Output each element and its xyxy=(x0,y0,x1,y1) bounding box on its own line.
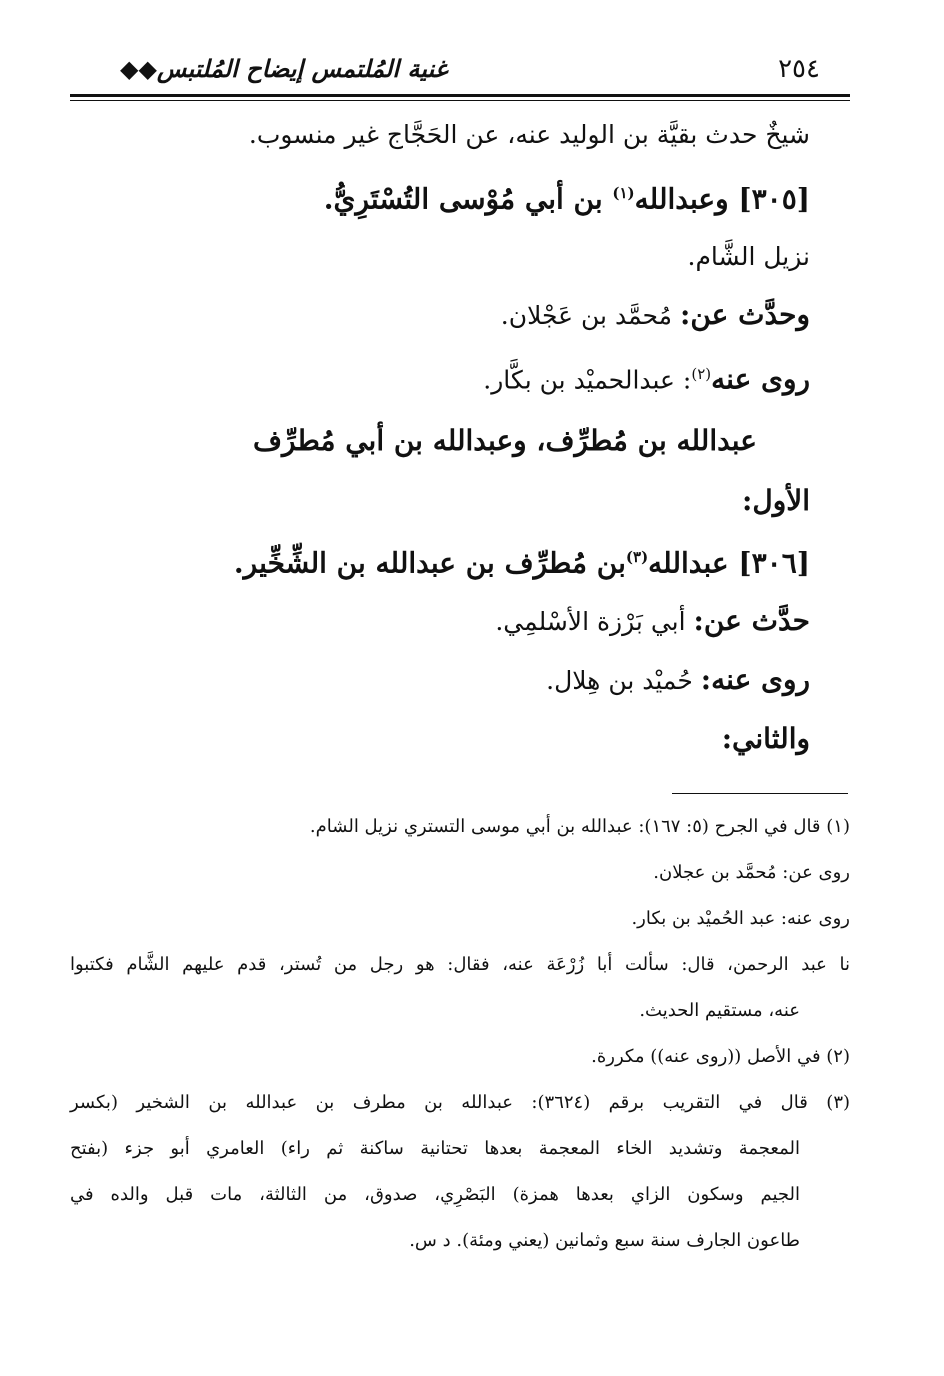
narrated-by-label: روى عنه xyxy=(711,362,810,396)
header-rule xyxy=(70,94,850,97)
page-number: ٢٥٤ xyxy=(778,54,820,84)
text-line: نزيل الشَّام. xyxy=(687,242,810,272)
main-text xyxy=(90,120,810,754)
footnote-ref-3: (٣) xyxy=(625,547,649,566)
narrated-from-text: أبي بَرْزة الأسْلمِي. xyxy=(495,606,694,636)
page-header xyxy=(70,48,850,88)
entry-heading-suffix: بن مُطرِّف بن عبدالله بن الشِّخِّير. xyxy=(233,545,626,579)
narrated-by-label: روى عنه: xyxy=(700,662,810,696)
footnotes xyxy=(70,812,850,1256)
footnote-1-line: عنه، مستقيم الحديث. xyxy=(639,1000,800,1021)
running-title: غنية المُلتمس إيضاح المُلتبس◆◆ xyxy=(120,54,448,83)
text-line: شيخٌ حدث بقيَّة بن الوليد عنه، عن الحَجَّاج غير منسوب. xyxy=(248,120,810,149)
header-rule-thin xyxy=(70,100,850,101)
narrated-from-label: وحدَّث عن: xyxy=(680,298,810,332)
narrated-from-line xyxy=(90,300,810,331)
subsection-label: والثاني: xyxy=(721,721,810,755)
footnote-1: (١) قال في الجرح (٥: ١٦٧): عبدالله بن أبي موسى التستري نزيل الشام. xyxy=(309,816,850,837)
entry-heading-306 xyxy=(90,542,810,578)
narrated-by-line xyxy=(90,359,810,395)
entry-heading-prefix: [٣٠٥] وعبدالله xyxy=(634,182,810,216)
narrated-from-label: حدَّث عن: xyxy=(693,603,810,637)
footnote-3: (٣) قال في التقريب برقم (٣٦٢٤): عبدالله بن مطرف بن عبدالله بن الشخير (بكسر xyxy=(70,1092,851,1113)
subsection-label: الأول: xyxy=(742,483,810,517)
footnote-2: (٢) في الأصل ((روى عنه)) مكررة. xyxy=(591,1046,850,1067)
narrated-by-text: : عبدالحميْد بن بكَّار. xyxy=(483,365,692,395)
footnote-1-line: روى عن: مُحمَّد بن عجلان. xyxy=(653,862,850,883)
entry-heading-suffix: بن أبي مُوْسى التُسْتَرِيُّ. xyxy=(323,182,613,216)
footnote-3-line: الجيم وسكون الزاي بعدها همزة) البَصْرِي، صدوق، من الثالثة، مات قبل والده في xyxy=(70,1184,800,1205)
footnote-ref-1: (١) xyxy=(612,184,635,202)
footnote-ref-2: (٢) xyxy=(691,365,712,384)
footnote-1-line: نا عبد الرحمن، قال: سألت أبا زُرْعَة عنه، فقال: هو رجل من تُستر، قدم عليهم الشَّام فكتبوا xyxy=(70,954,850,975)
footnote-1-line: روى عنه: عبد الحُميْد بن بكار. xyxy=(631,908,850,929)
entry-heading-prefix: [٣٠٦] عبدالله xyxy=(648,545,810,579)
narrated-from-line xyxy=(90,603,810,637)
narrated-by-line xyxy=(90,662,810,696)
narrated-from-text: مُحمَّد بن عَجْلان. xyxy=(500,301,680,331)
narrated-by-text: حُميْد بن هِلال. xyxy=(546,665,701,695)
footnote-3-line: طاعون الجارف سنة سبع وثمانين (يعني ومئة). د س. xyxy=(409,1230,800,1251)
section-heading: عبدالله بن مُطرِّف، وعبدالله بن أبي مُطرِّف xyxy=(253,423,757,457)
footnote-separator xyxy=(672,793,848,794)
entry-heading-305 xyxy=(90,178,810,214)
footnote-3-line: المعجمة وتشديد الخاء المعجمة بعدها تحتانية ساكنة ثم راء) العامري أبو جزء (بفتح xyxy=(70,1138,800,1159)
